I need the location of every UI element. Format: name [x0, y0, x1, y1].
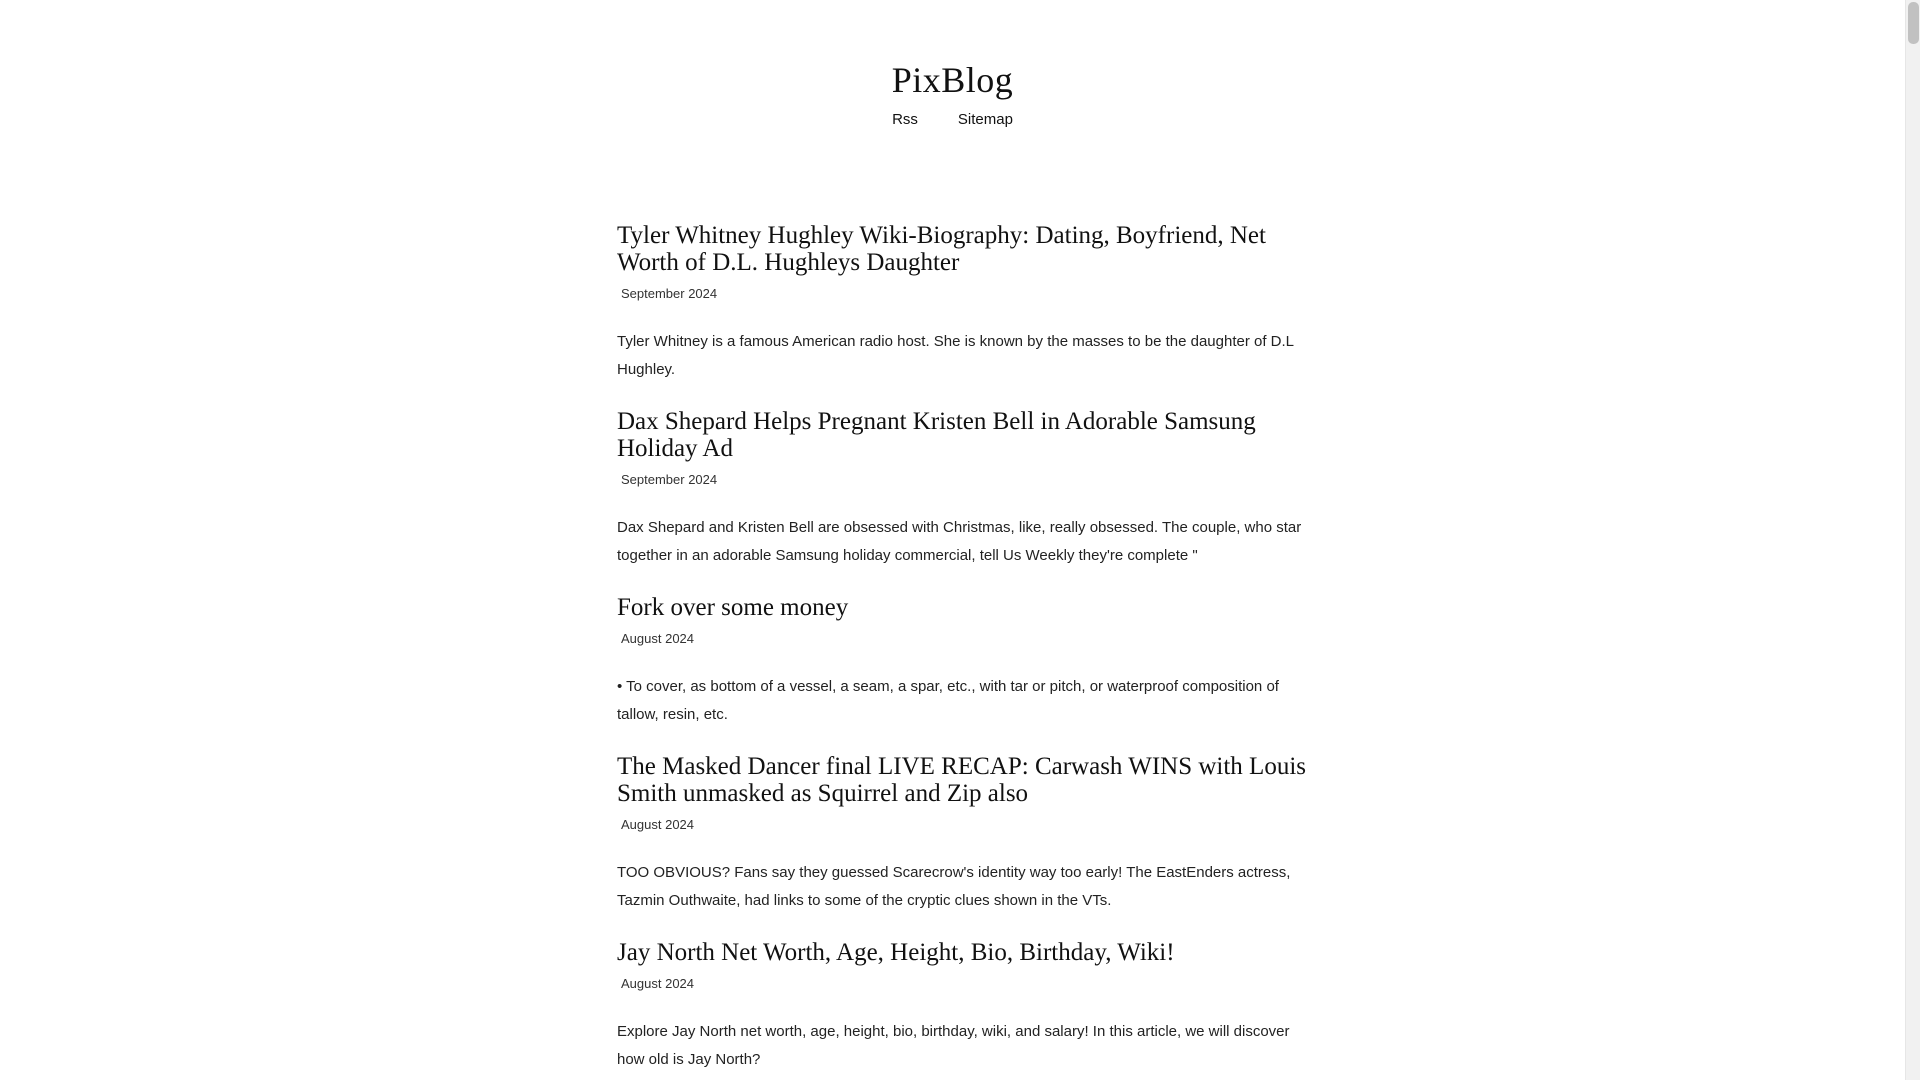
post-excerpt: • To cover, as bottom of a vessel, a seam, a spar, etc., with tar or pitch, or waterproof composition of tallow, resin, etc. [617, 678, 1279, 723]
post-excerpt: Tyler Whitney is a famous American radio host. She is known by the masses to be the daughter of D.L Hughley. [617, 333, 1294, 378]
post-item [617, 408, 1307, 570]
post-excerpt: Explore Jay North net worth, age, height, bio, birthday, wiki, and salary! In this article, we will discover how old is Jay North? [617, 1023, 1290, 1068]
post-date: September 2024 [621, 286, 718, 301]
post-date: August 2024 [621, 976, 695, 991]
vertical-scrollbar[interactable] [1905, 0, 1920, 1080]
post-title[interactable]: Jay North Net Worth, Age, Height, Bio, Birthday, Wiki! [617, 939, 1175, 966]
post-excerpt: TOO OBVIOUS? Fans say they guessed Scarecrow's identity way too early! The EastEnders actress, Tazmin Outhwaite, had links to some of the cryptic clues shown in the VTs. [617, 864, 1291, 909]
post-date: August 2024 [621, 631, 695, 646]
post-title[interactable]: Tyler Whitney Hughley Wiki-Biography: Dating, Boyfriend, Net Worth of D.L. Hughleys Daughter [617, 222, 1266, 276]
scrollbar-thumb[interactable] [1908, 2, 1919, 44]
post-list [617, 222, 1307, 1074]
nav-link-rss[interactable]: Rss [892, 111, 918, 128]
post-title[interactable]: The Masked Dancer final LIVE RECAP: Carwash WINS with Louis Smith unmasked as Squirrel and Zip also [617, 753, 1306, 807]
nav-link-sitemap[interactable]: Sitemap [957, 111, 1013, 128]
post-item [617, 594, 1307, 729]
post-title[interactable]: Fork over some money [617, 594, 849, 621]
site-header [0, 0, 1905, 130]
post-date: August 2024 [621, 817, 695, 832]
post-item [617, 753, 1307, 915]
post-item [617, 939, 1307, 1074]
post-item [617, 222, 1307, 384]
post-title[interactable]: Dax Shepard Helps Pregnant Kristen Bell in Adorable Samsung Holiday Ad [617, 408, 1256, 462]
site-nav [0, 110, 1905, 130]
post-excerpt: Dax Shepard and Kristen Bell are obsessed with Christmas, like, really obsessed. The couple, who star together in an adorable Samsung holiday commercial, tell Us Weekly they're complete " [617, 519, 1302, 564]
site-title[interactable]: PixBlog [891, 60, 1014, 100]
post-date: September 2024 [621, 472, 718, 487]
